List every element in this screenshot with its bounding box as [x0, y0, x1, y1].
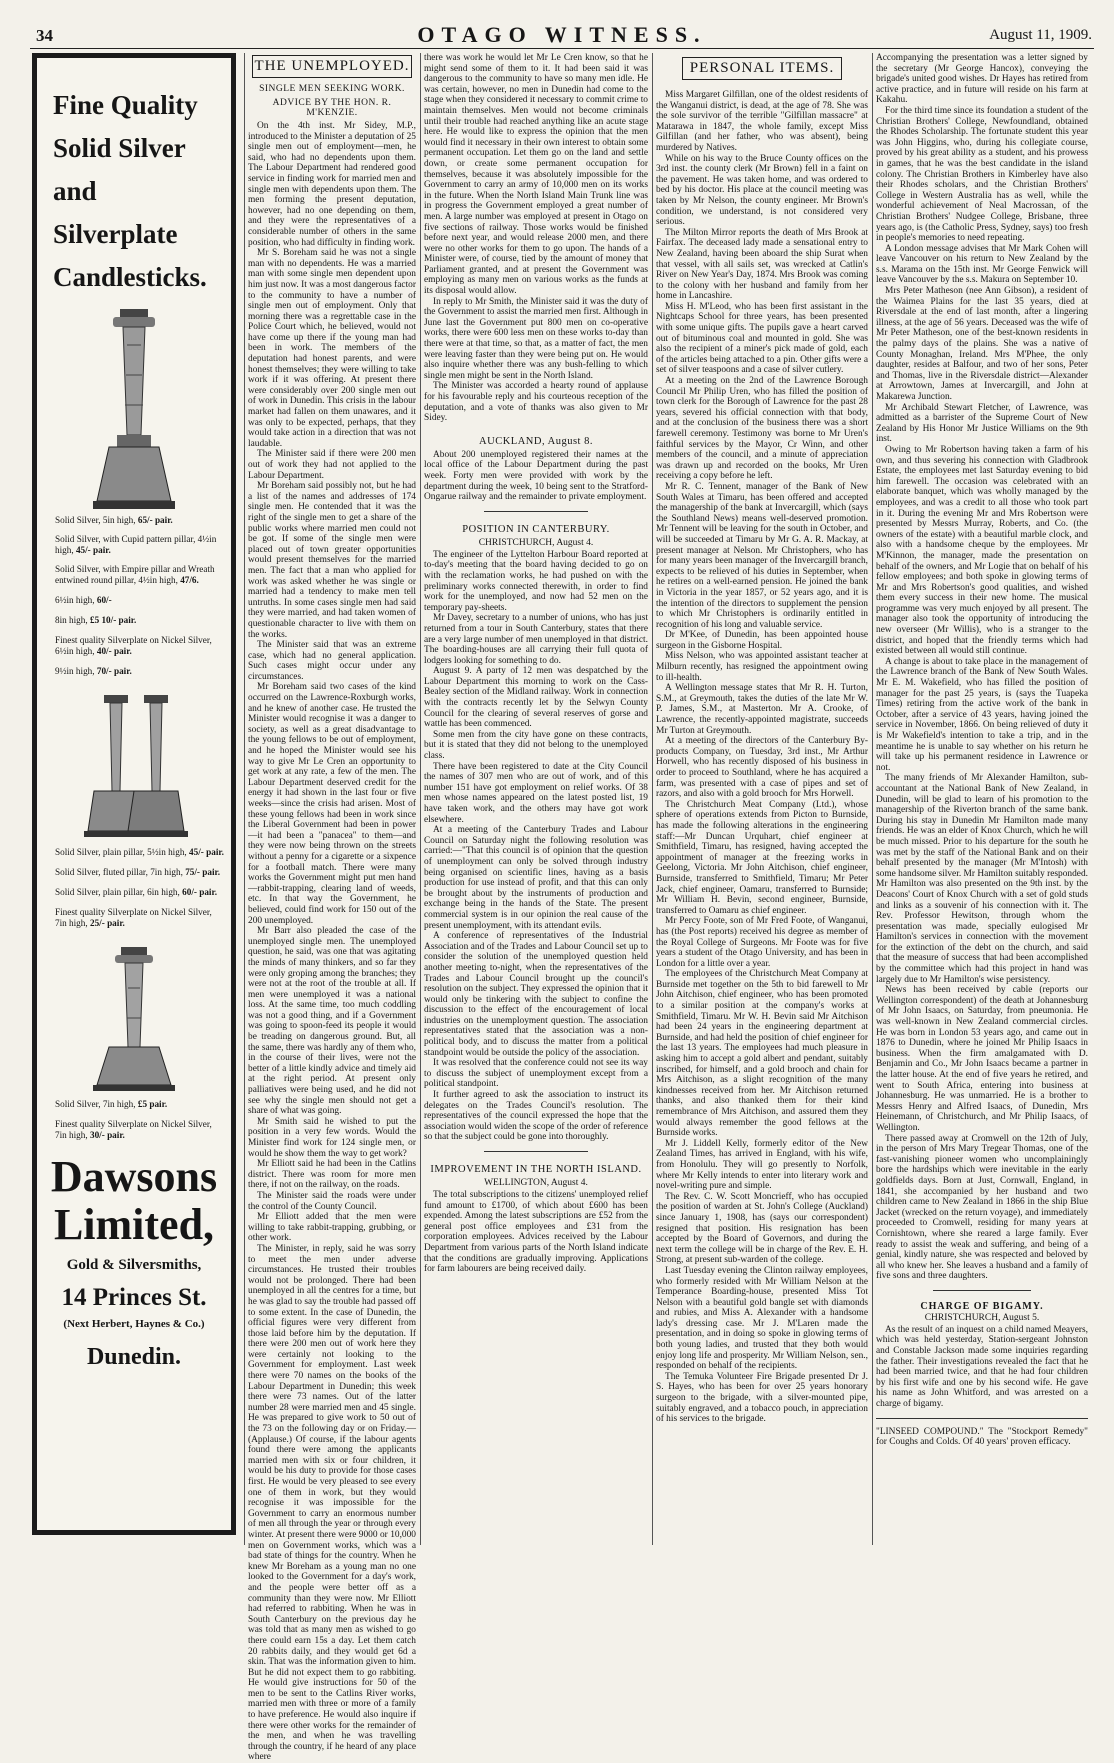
price-list-group-1 — [37, 515, 231, 677]
firm-city: Dunedin. — [86, 1344, 182, 1370]
paragraph: Mr S. Boreham said he was not a single man with no dependents. He was a married man with some single men dependent upon him just now. It was a most dangerous factor to the community to have a number of single men out of employment. Only that morning there was a regrettable case in the Police Court which, he believed, would not have come up there if the young man had been in work. The members of the deputation had honest parents, and were honest themselves; they were willing to take work if it was offering. At present there were considerably over 200 single men out of work in Dunedin. This crisis in the labour market had fallen on them unawares, and it was only to be expected, perhaps, that they would take action in a direction that was not laudable. — [248, 248, 416, 449]
column-personal-items-continued — [876, 53, 1088, 1545]
paragraph: Miss Nelson, who was appointed assistant teacher at Milburn recently, has resigned the appointment owing to ill-health. — [656, 651, 868, 683]
paragraph: Mr J. Liddell Kelly, formerly editor of the New Zealand Times, has arrived in England, with his wife, from Honolulu. They will go presently to Norfolk, where Mr Kelly intends to enter into literary work and novel-writing pure and simple. — [656, 1138, 868, 1192]
article-title: THE UNEMPLOYED. — [252, 55, 412, 78]
paragraph: A change is about to take place in the management of the Lawrence branch of the Bank of New South Wales. Mr E. M. Wakefield, who has filled the position of manager for the past 25 years, is (says the Tuapeka Times) retiring from the active work of the bank in October, after a service of 43 years, having joined the service in November, 1866. On being relieved of duty it is Mr Wakefield's intention to take a trip, and in the meantime he is unable to say whether on his return he will take up his permanent residence in Lawrence or not. — [876, 656, 1088, 773]
paragraph: Some men from the city have gone on these contracts, but it is stated that they did not belong to the unemployed class. — [424, 729, 648, 762]
price-row: Solid Silver, plain pillar, 6in high, 60/- pair. — [55, 887, 218, 897]
paragraph: The Rev. C. W. Scott Moncrieff, who has occupied the position of warden at St. John's College (Auckland) since January 1, 1908, has (says our correspondent) resigned that position. His resignation has been accepted by the Board of Governors, and during the next term the college will be in charge of the Rev. E. H. Strong, at present sub-warden of the college. — [656, 1191, 868, 1266]
paragraph: The Minister said that was an extreme case, which had no general application. Such cases might occur under any circumstances. — [248, 640, 416, 682]
paragraph: A London message advises that Mr Mark Cohen will leave Vancouver on his return to New Zealand by the s.s. Marama on the 15th inst. Mr George Fenwick will leave Vancouver by the s.s. Makura on September 10. — [876, 243, 1088, 286]
header-rule — [30, 48, 1094, 49]
section-separator — [484, 511, 587, 512]
paragraph: It further agreed to ask the association to instruct its delegates on the Trades Council's resolution. The representatives of the council expressed the hope that the association would widen the scope of the order of reference so that the subject could be gone into thoroughly. — [424, 1090, 648, 1143]
paragraph: Mr Davey, secretary to a number of unions, who has just returned from a tour in South Canterbury, states that there are a very large number of men unemployed in that district. The boarding-houses are all carrying their full quota of lodgers looking for something to do. — [424, 613, 648, 666]
column-divider — [244, 53, 245, 1545]
paragraph: Miss Margaret Gilfillan, one of the oldest residents of the Wanganui district, is dead, at the age of 78. She was the sole survivor of the terrible "Gilfillan massacre" at Matarawa in 1847, the whole family, except Miss Gilfillan (and her father, who was absent), being murdered by Natives. — [656, 90, 868, 153]
paragraph: In reply to Mr Smith, the Minister said it was the duty of the Government to assist the married men first. Although in June last the Government put 800 men on co-operative works, there were 600 less men on these works to-day than there were at that time, so that, as a matter of fact, the men were leaving faster than they were being put on. He would also inquire whether there was any bush-felling to which single men might be sent in the North Island. — [424, 296, 648, 381]
paragraph: On the 4th inst. Mr Sidey, M.P., introduced to the Minister a deputation of 25 single men out of employment—men, he said, who had no dependents upon them. The Labour Department had rendered good service in finding work for married men and single men with dependents upon them. The men forming the present deputation, however, had no one depending on them, and they were the representatives of a considerable number of others in the same position, who had difficulty in finding work. — [248, 121, 416, 248]
paragraph: Dr M'Kee, of Dunedin, has been appointed house surgeon in the Gisborne Hospital. — [656, 630, 868, 651]
paragraph: The engineer of the Lyttelton Harbour Board reported at to-day's meeting that the board having decided to go on with the reclamation works, he had pushed on with the preliminary works connected therewith, in order to find work for the unemployed, and now had 52 men on the temporary pay-sheets. — [424, 549, 648, 613]
paragraph: Mr Elliott added that the men were willing to take rabbit-trapping, grubbing, or other work. — [248, 1212, 416, 1244]
section-title: CHARGE OF BIGAMY. — [920, 1300, 1044, 1312]
ad-headline-line: Candlesticks. — [53, 262, 207, 292]
paragraph: Mr Boreham said possibly not, but he had a list of the names and addresses of 174 single men. He contended that it was the right of the single men to get a share of the public works where married men could not be got. If some of the single men were placed out of town greater opportunities would present themselves for the married men. The fact that a man who applied for work was asked whether he was single or married had a tendency to make men tell untruths. In some cases single men had said they were married, and had taken women of questionable character to live with them on the works. — [248, 481, 416, 640]
paragraph: Mr Boreham said two cases of the kind occurred on the Lawrence-Roxburgh works, and he knew of another case. He trusted the Minister would recognise it was a danger to society, as well as a great disadvantage to the young fellows to be out of employment, and he hoped the Minister would see his way to give Mr Le Cren an opportunity to get work at any rate, a few of the men. The Labour Department deserved credit for the energy it had shown in the last four or five weeks—since the crisis had arisen. Most of these young fellows had been in work since the Liberal Government had been in power—it had been a "panacea" to them—and they were now being thrown on the streets without a penny for a cigarette or a sixpence for a football match. There were many works the Government might put men hand—rabbit-trapping, clearing land of weeds, etc. In that way the Government, he believed, could find work for 150 out of the 200 unemployed. — [248, 682, 416, 926]
price-row: Solid Silver, 5in high, 65/- pair. — [55, 515, 173, 525]
paragraph: The Temuka Volunteer Fire Brigade presented Dr J. S. Hayes, who has been for over 25 years honorary surgeon to the brigade, with a silver-mounted pipe, suitably engraved, and a tobacco pouch, in appreciation of his services to the brigade. — [656, 1371, 868, 1425]
paragraph: At a meeting on the 2nd of the Lawrence Borough Council Mr Philip Uren, who has filled the position of town clerk for the Borough of Lawrence for the past 28 years, severed his official connection with that body, and at the conclusion of the business there was a short farewell ceremony. Testimony was borne to Mr Uren's faithful services by the Mayor, Cr Winn, and other members of the council, and a minute of appreciation was drawn up and recorded on the books, Mr Uren receiving a copy before he left. — [656, 376, 868, 482]
price-row: Solid Silver, with Empire pillar and Wreath entwined round pillar, 4½in high, 47/6. — [55, 564, 215, 585]
column-divider — [420, 53, 421, 1545]
paragraph: Mr R. C. Tennent, manager of the Bank of New South Wales at Timaru, has been offered and accepted the managership of the bank at Invercargill, which (says the Southland News) means well-deserved promotion. Mr Tennent will be leaving for the south in October, and will be succeeded at Timaru by Mr G. A. R. Mackay, at present manager at Nelson. Mr Christophers, who has for many years been manager of the Invercargill branch, expects to be relieved of his duties in September, when he retires on a well-earned pension. He joined the bank in Victoria in the year 1857, or 52 years ago, and it is the intention of the directors to supplement the pension to which Mr Christophers is ordinarily entitled in recognition of his long and valuable service. — [656, 481, 868, 630]
firm-name — [37, 1153, 231, 1249]
section-separator — [876, 1418, 1088, 1419]
ad-headline — [53, 84, 219, 299]
paragraph: Owing to Mr Robertson having taken a farm of his own, and thus severing his connection with Gladbrook Estate, the employees met last Saturday evening to bid him farewell. The occasion was celebrated with an elaborate banquet, which was wholly managed by the employees, and was a credit to all those who took part in it. During the evening Mr and Mrs Robertson were presented by Messrs Murray, Roberts, and Co. (the owners of the estate) with a beautiful marble clock, and also with a handsome cheque by the employees. Mr M'Kinnon, the manager, made the presentation on behalf of the owners, and Mr Logie that on behalf of his fellow employees; and both spoke in glowing terms of Mr and Mrs Robertson's good qualities, and wished them every success in their new home. The musical programme was very much enjoyed by all present. The manager also took the opportunity of introducing the new overseer (Mr Willis), who is a stranger to the district, and hoped that the friendly terms which had existed between all would still continue. — [876, 444, 1088, 657]
section-title: POSITION IN CANTERBURY. — [462, 523, 610, 535]
paragraph: A Wellington message states that Mr R. H. Turton, S.M., at Greymouth, takes the duties of the late Mr W. P. James, S.M., at Masterton. Mr A. Crooke, of Lawrence, the recently-appointed magistrate, succeeds Mr Turton at Greymouth. — [656, 683, 868, 736]
firm-name-line: Limited, — [53, 1200, 215, 1249]
price-row: 9½in high, 70/- pair. — [55, 666, 132, 676]
price-row: 8in high, £5 10/- pair. — [55, 615, 137, 625]
ad-headline-line: Fine Quality — [53, 90, 198, 120]
column-divider — [872, 53, 873, 1545]
column-unemployed-continued — [424, 53, 648, 1545]
section-separator — [484, 1151, 587, 1152]
paragraph: About 200 unemployed registered their names at the local office of the Labour Department during the past week. Forty men were provided with work by the department during the week, 10 being sent to the Stratford-Ongarue railway and the remainder to private employment. — [424, 449, 648, 503]
paragraph: While on his way to the Bruce County offices on the 3rd inst. the county clerk (Mr Brown) fell in a faint on the pavement. He was taken home, and was ordered to bed by his doctor. His place at the council meeting was taken by Mr Nelson, the county engineer. Mr Brown's condition, we understand, is not considered very serious. — [656, 153, 868, 228]
firm-name-line: Dawsons — [50, 1152, 218, 1201]
price-list-group-2 — [37, 847, 231, 929]
column-personal-items — [656, 53, 868, 1545]
page-header — [30, 12, 1094, 46]
paragraph: There passed away at Cromwell on the 12th of July, in the person of Mrs Mary Tregear Thomas, one of the fast-vanishing pioneer women who uncomplainingly bore the hardships which were inevitable in the early goldfields days. Born at Just, Cornwall, England, in 1841, she accompanied by her husband and two children came to New Zealand in 1866 in the ship Blue Jacket (wrecked on the return voyage), and immediately proceeded to Cromwell, residing for many years at Cornishtown, where she reared a large family. Ever ready to assist the weak and suffering, and being of a genial, kindly nature, she was respected and beloved by all who knew her. She leaves a husband and a family of five sons and three daughters. — [876, 1133, 1088, 1282]
linseed-compound-ad: "LINSEED COMPOUND." The "Stockport Remedy" for Coughs and Colds. Of 40 years' proven efficacy. — [876, 1426, 1088, 1447]
dawsons-advertisement — [32, 53, 236, 1535]
paragraph: The total subscriptions to the citizens' unemployed relief fund amount to £1700, of which about £600 has been expended. Among the latest subscriptions are £52 from the general post office employees and £31 from the corporation employees. Advices received by the Labour Department from various parts of the North Island indicate that the conditions are gradually improving. Applications for farm labourers are being received daily. — [424, 1190, 648, 1275]
paragraph: The many friends of Mr Alexander Hamilton, sub-accountant at the National Bank of New Zealand, in Dunedin, will be glad to learn of his promotion to the managership of the Riverton branch of the same bank. During his stay in Dunedin Mr Hamilton made many friends. He was an elder of Knox Church, which he will be much missed. Prior to his departure for the south he was met by the staff of the National Bank and on their behalf presented by the manager (Mr M'Intosh) with some handsome silver. Mr Hamilton suitably responded. Mr Hamilton was also presented on the 9th inst. by the Deacons' Court of Knox Church with a set of gold studs and links as a souvenir of his connection with it. The Rev. Professor Hewitson, through whom the presentation was made, specially eulogised Mr Hamilton's services in connection with the movement for the extinction of the debt on the church, and said that the measure of success that had been accomplished by the committee which had this project in hand was largely due to Mr Hamilton's wise persistency. — [876, 773, 1088, 985]
paragraph: There have been registered to date at the City Council the names of 307 men who are out of work, and of this number 151 have got employment on relief works. Of 38 men whose names appeared on the latest posted list, 19 have taken work, and the others may have got work elsewhere. — [424, 761, 648, 825]
masthead-title: OTAGO WITNESS. — [417, 22, 707, 47]
paragraph: For the third time since its foundation a student of the Christian Brothers' College, Newfoundland, obtained the Rhodes Scholarship. The fortunate student this year was John Higgins, who, during his collegiate course, proved by his great ability as a student, and his prowess in games, that he was the best candidate in the island colony. The Christian Brothers in Kimberley have also their Rhodes scholars, and the Christian Brothers' College in Western Australia has as well, while the wonderful achievement of Neal Macrossan, of the Christian Brothers' Nudgee College, Brisbane, three years ago, is (the Catholic Press, Sydney, says) too fresh in people's memories to need repeating. — [876, 105, 1088, 244]
paragraph: Last Tuesday evening the Clinton railway employees, who formerly resided with Mr William Nelson at the Temperance Boarding-house, presented Miss Tot Nelson with a beautiful gold bangle set with diamonds and rubies, and Miss A. Alexander with a handsome lady's dressing case. Mr J. M'Laren made the presentation, and in doing so spoke in glowing terms of both young ladies, and trusted that they both would enjoy long life and prosperity. Mr William Nelson, sen., responded on behalf of the recipients. — [656, 1265, 868, 1372]
paragraph: Mr Archibald Stewart Fletcher, of Lawrence, was admitted as a barrister of the Supreme Court of New Zealand by His Honor Mr Justice Williams on the 9th inst. — [876, 402, 1088, 445]
section-separator — [933, 1290, 1031, 1291]
page-number: 34 — [36, 26, 53, 45]
paragraph: August 9. A party of 12 men was despatched by the Labour Department this morning to work on the Cass-Bealey section of the Midland railway. Work in connection with the contracts recently let by the Selwyn County Council for the clearing of several reserves of gorse and wattle has been commenced. — [424, 666, 648, 730]
candlestick-illustration — [79, 943, 189, 1093]
paragraph: Miss H. M'Leod, who has been first assistant in the Nightcaps School for three years, has been presented with some unique gifts. The pupils gave a heart carved out of bituminous coal and mounted in gold. She was also the recipient of a miner's pick made of gold, each of the articles being attached to a pin. Other gifts were a set of silver teaspoons and a case of silver cutlery. — [656, 301, 868, 376]
paragraph: It was resolved that the conference could not see its way to discuss the subject of unemployment except from a political standpoint. — [424, 1058, 648, 1090]
section-dateline: AUCKLAND, August 8. — [479, 435, 593, 447]
section-dateline: CHRISTCHURCH, August 4. — [478, 537, 594, 548]
paragraph: Mrs Peter Matheson (nee Ann Gibson), a resident of the Waimea Plains for the last 35 years, died at Riversdale at the end of last month, after a lingering illness, at the age of 56 years. Deceased was the wife of Mr Peter Matheson, one of the best-known residents in the palmy days of the plains. She was a native of County Monaghan, Ireland. Mrs M'Phee, the only daughter, resides at Balfour, and two of her sons, Peter and Thomas, live in the Riversdale district—Alexander at Arrowtown, James at Invercargill, and John at Makarewa Junction. — [876, 286, 1088, 402]
paragraph: The Minister, in reply, said he was sorry to meet the men under adverse circumstances. He trusted their troubles would not be prolonged. There had been unemployed in all the centres for a time, but he was glad to say the trouble had passed off to some extent. In the case of Dunedin, the official figures were very different from those laid before him by the deputation. If there were 200 men out of work here they were certainly not looking to the Government for employment. Last week there were 70 names on the books of the Labour Department in Dunedin; this week there were 73 names. Out of the latter number 28 were married men and 45 single. He was prepared to give work to 50 out of the 73 on the following day or on Friday.—(Applause.) Of course, if the labour agents found there were among the applicants married men with six or four children, it would be his duty to provide for those cases first. He would be very pleased to see every one of them in work, but they would recognise it was impossible for the Government to carry an enormous number of men all through the year or through every winter. At present there were 9000 or 10,000 men on Government works, which was a bad state of things for the country. When he knew Mr Boreham as a young man no one looked to the Government for a day's work, and the people were better off as a community than they were now. Mr Elliott had referred to rabbiting. When he was in South Canterbury on the previous day he was told that as many men as wished to go there could earn 15s a day. Let them catch 20 rabbits daily, and they would get 6d a skin. That was the information given to him. But he did not expect them to go rabbiting. He would give instructions for 50 of the men to be sent to the Catlins River works, married men with three or more of a family to have preference. He would also inquire if there were other works for the remainder of the men, and when he was travelling through the country, if he heard of any place where — [248, 1243, 416, 1763]
paragraph: Mr Elliott said he had been in the Catlins district. There was room for more men there, if not on the railway, on the roads. — [248, 1159, 416, 1191]
article-title: PERSONAL ITEMS. — [682, 57, 842, 80]
section-dateline: WELLINGTON, August 4. — [484, 1178, 588, 1188]
price-row: Solid Silver, with Cupid pattern pillar, 4½in high, 45/- pair. — [55, 534, 217, 555]
column-divider — [652, 53, 653, 1545]
ad-headline-line: Solid Silver and — [53, 133, 186, 206]
paragraph: A conference of representatives of the Industrial Association and of the Trades and Labour Council set up to consider the solution of the unemployed question held another meeting to-night, when the representatives of the Trades and Labour Council brought up the council's resolution on the subject. They expressed the opinion that it would only be tinkering with the subject to confine the discussion to the effect of the encouragement of local industries on the unemployment question. The association representatives stated that the association was a non-political body, and to discuss the matter from a political standpoint would be outside the policy of the association. — [424, 931, 648, 1058]
candlestick-illustration — [74, 691, 194, 841]
paragraph: The Minister said the roads were under the control of the County Council. — [248, 1190, 416, 1212]
paragraph: there was work he would let Mr Le Cren know, so that he might send some of them to it. It had been said it was dangerous to the community to have so many men idle. He was certain, however, no men in Dunedin had come to the stage when they considered it necessary to commit crime to maintain themselves. Men would not become criminals until their trouble had reached anything like an acute stage here. He would like to express the opinion that the men would find it necessary in their own interest to obtain some permanent occupation. Let them go on the land and settle down, or create some permanent occupation for themselves, because it was absolutely impossible for the Government to carry an army of 10,000 men on its works in the future. When the North Island Main Trunk line was in progress the Government employed a great number of men. A large number was employed at present in Otago on five sections of railway. Those works would be finished before next year, and would release 2000 men, and there were no other works for them to go upon. The hands of a Minister were, of course, tied by the amount of money that Parliament granted, and at present the Government was employing as many men on various works as the funds at its disposal would allow. — [424, 53, 648, 297]
firm-address: 14 Princes St. — [61, 1284, 207, 1311]
price-row: Solid Silver, fluted pillar, 7in high, 75/- pair. — [55, 867, 221, 877]
price-row: Finest quality Silverplate on Nickel Silver, 7in high, 25/- pair. — [55, 907, 212, 928]
paragraph: Mr Barr also pleaded the case of the unemployed single men. The unemployed question, he said, was one that was agitating the minds of many thinkers, and so far they were only groping among the branches; they were not at the root of the trouble at all. If men were unemployed it was a national loss. At the same time, too much coddling was not a good thing, and if a Government was going to spoon-feed its people it would be treading on dangerous ground. But, all the same, there was hardly any of them who, in the course of their lives, were not the better of a little kindly advice and timely aid at the right period. At present only palliatives were being used, and he did not see why the single men should not get a share of what was going. — [248, 926, 416, 1117]
paragraph: The Minister was accorded a hearty round of applause for his favourable reply and his courteous reception of the deputation, and a vote of thanks was also given to Mr Sidey. — [424, 381, 648, 424]
paragraph: The Minister said if there were 200 men out of work they had not applied to the Labour Department. — [248, 449, 416, 481]
paragraph: At a meeting of the Canterbury Trades and Labour Council on Saturday night the following resolution was carried:—"That this council is of opinion that the question of unemployment can only be solved through industry being organised on scientific lines, having as a basis production for use instead of profit, and that this can only be brought about by the instruments of production and exchange being in the hands of the State. The present commercial system is in our opinion the real cause of the present unemployment, with its attendant evils. — [424, 825, 648, 931]
paragraph: News has been received by cable (reports our Wellington correspondent) of the death at Johannesburg of Mr John Isaacs, on Saturday, from pneumonia. He was well-known in New Zealand commercial circles. He was born in London 53 years ago, and came out in 1876 to Dunedin, where he joined Mr Philip Isaacs in business. When the firm amalgamated with D. Benjamin and Co., Mr John Isaacs became a partner in the latter house. At the end of five years he retired, and went to South Africa, entering into business at Johannesburg. He was unmarried. He is a brother to Messrs Henry and Alfred Isaacs, of Dunedin, Mrs Heinemann, of Christchurch, and Mr Philip Isaacs, of Wellington. — [876, 985, 1088, 1133]
price-row: Finest quality Silverplate on Nickel Silver, 6½in high, 40/- pair. — [55, 635, 212, 656]
paragraph: Mr Percy Foote, son of Mr Fred Foote, of Wanganui, has (the Post reports) received his degree as member of the Royal College of Surgeons. Mr Foote was for five years a student of the Otago University, and has been in London for a little over a year. — [656, 916, 868, 969]
paragraph: The Milton Mirror reports the death of Mrs Brook at Fairfax. The deceased lady made a sensational entry to New Zealand, having been aboard the ship Surat when that vessel, with all sails set, was wrecked at Catlin's River on New Year's Day, 1874. Mrs Brook was coming to the colony with her husband and family from her home in Lancashire. — [656, 227, 868, 302]
price-row: Solid Silver, 7in high, £5 pair. — [55, 1099, 168, 1109]
firm-address-note: (Next Herbert, Haynes & Co.) — [63, 1318, 205, 1330]
paragraph: Mr Smith said he wished to put the position in a very few words. Would the Minister find work for 124 single men, or would he show them the way to get work? — [248, 1116, 416, 1159]
section-title: IMPROVEMENT IN THE NORTH ISLAND. — [430, 1164, 642, 1175]
paragraph: At a meeting of the directors of the Canterbury By-products Company, on Tuesday, 3rd inst., Mr Arthur Horwell, who has recently disposed of his business in order to proceed to Southland, where he has acquired a farm, was presented with a case of pipes and set of razors, and also with a gold brooch for Mrs Horwell. — [656, 736, 868, 800]
paragraph: The employees of the Christchurch Meat Company at Burnside met together on the 5th to bid farewell to Mr John Aitchison, chief engineer, who has been promoted to a similar position at the company's works at Smithfield, Timaru. Mr W. H. Bevin said Mr Aitchison had been 24 years in the engineering department at Burnside, and had held the position of chief engineer for the last 13 years. The employees had much pleasure in asking him to accept a gold albert and pendant, suitably inscribed, for himself, and a gold brooch and chain for Mrs Aitchison, as a slight recognition of the many kindnesses received from her. Mr Aitchison returned thanks, and also thanked them for their kind remembrance of Mrs Aitchison, and assured them they would always remember the good fellows at the Burnside works. — [656, 969, 868, 1139]
price-row: Finest quality Silverplate on Nickel Silver, 7in high, 30/- pair. — [55, 1119, 212, 1140]
column-unemployed — [248, 53, 416, 1763]
price-row: Solid Silver, plain pillar, 5½in high, 45/- pair. — [55, 847, 224, 857]
section-dateline: CHRISTCHURCH, August 5. — [924, 1312, 1040, 1323]
firm-trade: Gold & Silversmiths, — [66, 1257, 202, 1273]
paragraph: As the result of an inquest on a child named Meayers, which was held yesterday, Station-sergeant Johnston and Constable Jackson made some inquiries regarding the father. Their investigations revealed the fact that he had been married twice, and that he had four children by his first wife and one by his second wife. He gave his name as John Whitford, and was arrested on a charge of bigamy. — [876, 1324, 1088, 1410]
ad-headline-line: Silverplate — [53, 219, 178, 249]
price-row: 6½in high, 60/- — [55, 595, 112, 605]
article-subhead: ADVICE BY THE HON. R. M'KENZIE. — [272, 98, 392, 118]
paragraph: Accompanying the presentation was a letter signed by the secretary (Mr George Hancox), conveying the brigade's united good wishes. Dr Hayes has retired from active practice, and in future will reside on his farm at Kakahu. — [876, 53, 1088, 106]
paragraph: The Christchurch Meat Company (Ltd.), whose sphere of operations extends from Picton to Burnside, has made the following alterations in the engineering staff:—Mr Duncan Urquhart, chief engineer at Smithfield, Timaru, has resigned, having accepted the appointment of manager at the freezing works in Geelong, Victoria. Mr John Aitchison, chief engineer, Burnside, transferred to Smithfield, Timaru; Mr Peter Jack, chief engineer, Oamaru, transferred to Burnside; Mr William H. Bevin, second engineer, Burnside, transferred to Oamaru as chief engineer. — [656, 799, 868, 916]
article-subhead: SINGLE MEN SEEKING WORK. — [259, 84, 405, 94]
article-body — [248, 121, 416, 1763]
candlestick-illustration — [79, 305, 189, 511]
price-list-group-3 — [37, 1099, 231, 1141]
issue-date: August 11, 1909. — [989, 27, 1092, 43]
